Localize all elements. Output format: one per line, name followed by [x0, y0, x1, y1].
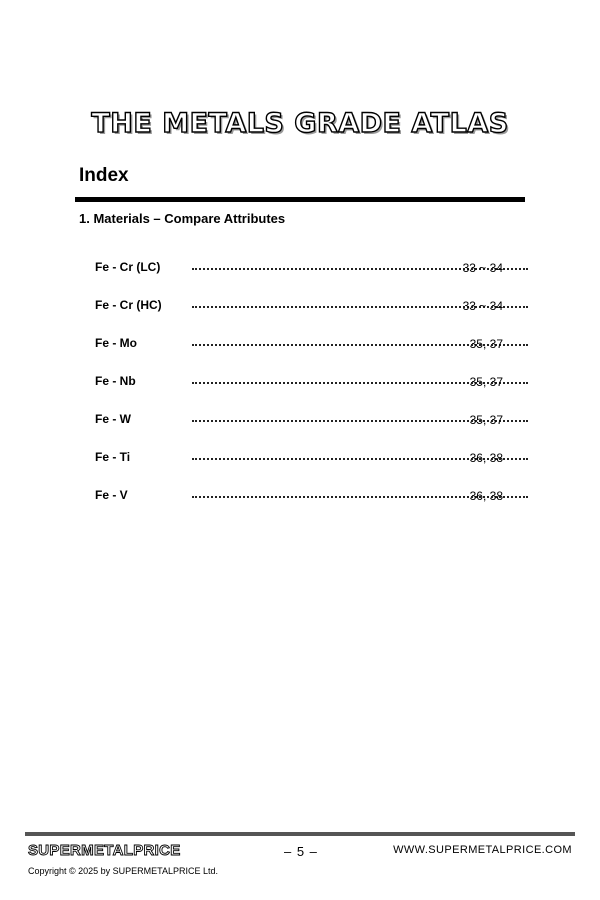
- toc-entry-pages: 35, 37: [469, 375, 503, 389]
- toc-entry-label: Fe - Ti: [95, 450, 131, 464]
- toc-row[interactable]: [95, 374, 505, 412]
- toc-entry-pages: 33 ~ 34: [462, 261, 503, 275]
- footer-brand: SUPERMETALPRICE: [28, 842, 181, 859]
- document-title: THE METALS GRADE ATLAS: [91, 108, 509, 139]
- toc-entry-label: Fe - W: [95, 412, 131, 426]
- section-title: 1. Materials – Compare Attributes: [79, 211, 286, 226]
- toc-entry-label: Fe - V: [95, 488, 128, 502]
- toc-row[interactable]: [95, 488, 505, 526]
- toc-entry-pages: 33 ~ 34: [462, 299, 503, 313]
- toc-list: [95, 260, 505, 526]
- toc-row[interactable]: [95, 336, 505, 374]
- index-heading: Index: [79, 165, 129, 186]
- toc-entry-label: Fe - Mo: [95, 336, 137, 350]
- index-divider: [75, 197, 525, 202]
- toc-row[interactable]: [95, 450, 505, 488]
- toc-row[interactable]: [95, 298, 505, 336]
- toc-row[interactable]: [95, 412, 505, 450]
- toc-entry-label: Fe - Cr (HC): [95, 298, 162, 312]
- toc-entry-pages: 36, 38: [469, 489, 503, 503]
- toc-entry-label: Fe - Cr (LC): [95, 260, 161, 274]
- footer-url: WWW.SUPERMETALPRICE.COM: [393, 844, 572, 856]
- toc-entry-label: Fe - Nb: [95, 374, 136, 388]
- footer-copyright: Copyright © 2025 by SUPERMETALPRICE Ltd.: [28, 866, 219, 876]
- toc-row[interactable]: [95, 260, 505, 298]
- toc-entry-pages: 36, 38: [469, 451, 503, 465]
- toc-entry-pages: 35, 37: [469, 337, 503, 351]
- footer-page-number: – 5 –: [284, 844, 318, 859]
- footer-divider: [25, 832, 575, 836]
- toc-entry-pages: 35, 37: [469, 413, 503, 427]
